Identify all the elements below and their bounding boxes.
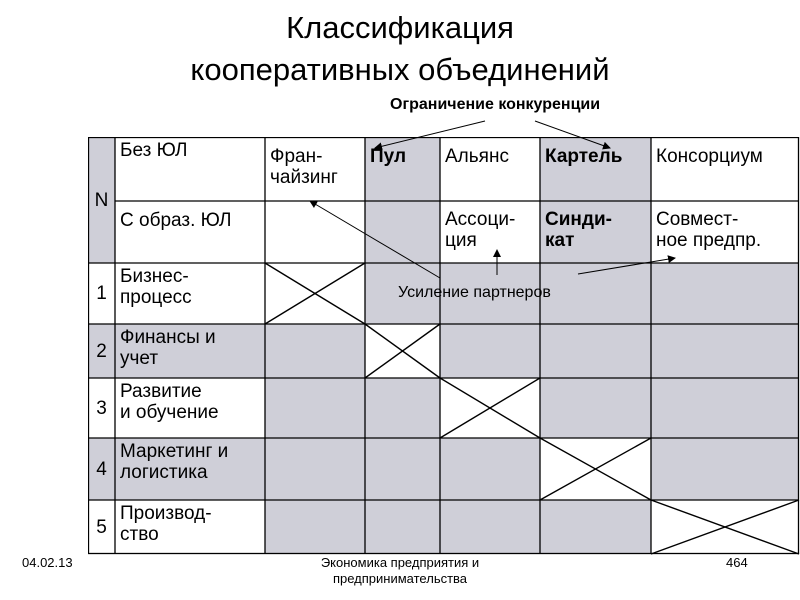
row-label-development: Развитие и обучение bbox=[120, 381, 219, 423]
cell-3-franchising bbox=[265, 378, 365, 438]
cell-4-cartel bbox=[540, 438, 651, 500]
row-number: 5 bbox=[96, 516, 107, 538]
type-alliance: Альянс bbox=[445, 146, 509, 167]
cell-3-cartel bbox=[540, 378, 651, 438]
n-header: N bbox=[94, 189, 109, 211]
row-label-marketing: Маркетинг и логистика bbox=[120, 441, 229, 483]
cell-2-pool bbox=[365, 324, 440, 378]
title-line-1: Классификация bbox=[286, 10, 514, 45]
row-label-production: Производ- ство bbox=[120, 503, 212, 545]
row-with-legal-entity-label: С образ. ЮЛ bbox=[120, 210, 232, 231]
cell-1-consortium bbox=[651, 263, 799, 324]
type-cartel: Картель bbox=[545, 146, 623, 167]
row-without-legal-entity-label: Без ЮЛ bbox=[120, 140, 188, 161]
partner-strengthening-label: Усиление партнеров bbox=[398, 284, 551, 301]
row-label-business-process: Бизнес- процесс bbox=[120, 266, 192, 308]
restriction-of-competition-label: Ограничение конкуренции bbox=[390, 96, 601, 113]
footer-course-title: Экономика предприятия и предпринимательства bbox=[320, 555, 480, 586]
cell-1-cartel bbox=[540, 263, 651, 324]
row-number: 4 bbox=[96, 458, 107, 480]
cell-3-pool bbox=[365, 378, 440, 438]
row-label-finance: Финансы и учет bbox=[120, 327, 216, 369]
cell-3-consortium bbox=[651, 378, 799, 438]
type-franchising: Фран- чайзинг bbox=[270, 146, 338, 188]
cell-5-pool bbox=[365, 500, 440, 554]
cell-5-franchising bbox=[265, 500, 365, 554]
footer-page-number: 464 bbox=[726, 555, 748, 570]
type-association: Ассоци- ция bbox=[445, 209, 516, 251]
row-number: 2 bbox=[96, 340, 107, 362]
title-line-2: кооперативных объединений bbox=[190, 52, 610, 87]
row-number: 3 bbox=[96, 397, 107, 419]
type-consortium: Консорциум bbox=[656, 146, 763, 167]
footer-date: 04.02.13 bbox=[22, 555, 73, 570]
row-number: 1 bbox=[96, 283, 107, 304]
type-pool: Пул bbox=[370, 146, 407, 167]
type-syndicate: Синди- кат bbox=[545, 209, 612, 251]
cell-5-alliance bbox=[440, 500, 540, 554]
type-joint-venture: Совмест- ное предпр. bbox=[656, 209, 762, 251]
cell-5-cartel bbox=[540, 500, 651, 554]
